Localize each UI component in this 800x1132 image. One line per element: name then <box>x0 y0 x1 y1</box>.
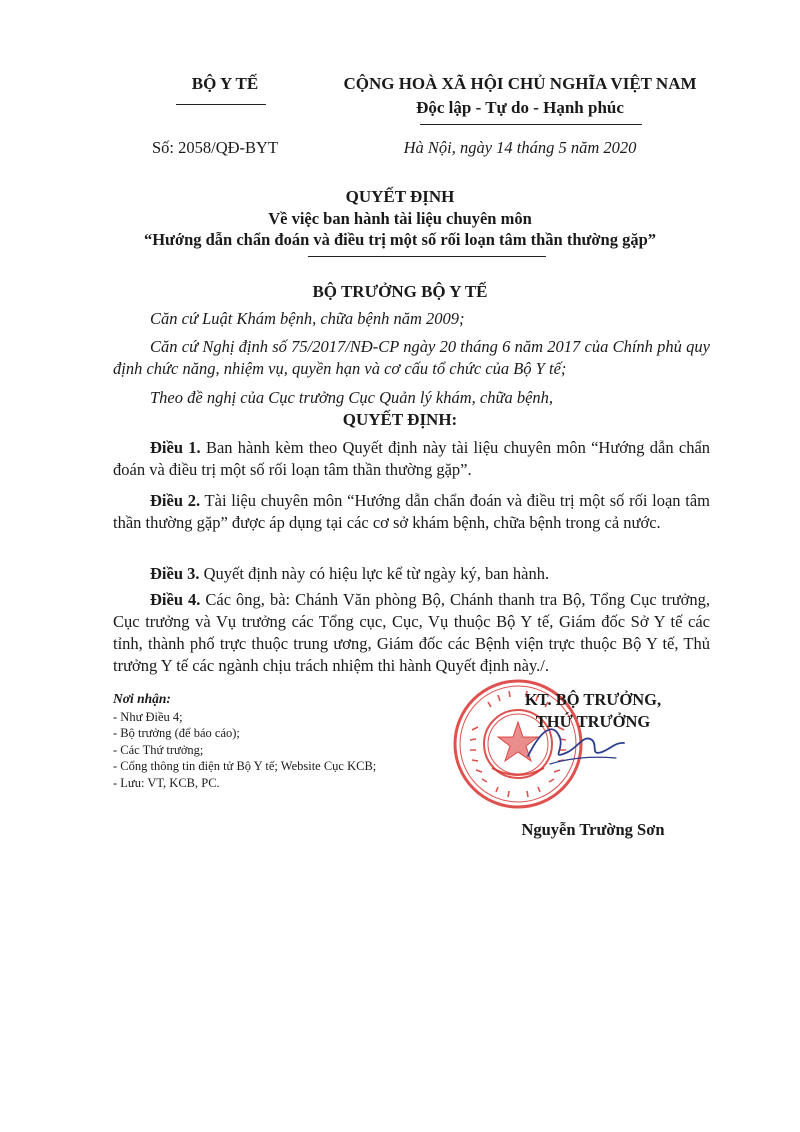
republic-title: CỘNG HOÀ XÃ HỘI CHỦ NGHĨA VIỆT NAM <box>343 74 697 93</box>
document-type: QUYẾT ĐỊNH <box>345 187 455 206</box>
legal-basis-2: Căn cứ Nghị định số 75/2017/NĐ-CP ngày 20 tháng 6 năm 2017 của Chính phủ quy định chức năng, nhiệm vụ, quyền hạn và cơ cấu tổ chức của Bộ Y tế; <box>113 337 710 378</box>
article-4 <box>113 589 710 677</box>
article-text: Quyết định này có hiệu lực kể từ ngày ký, ban hành. <box>203 564 550 583</box>
place-and-date: Hà Nội, ngày 14 tháng 5 năm 2020 <box>403 138 637 157</box>
recipient-item: - Các Thứ trưởng; <box>113 742 204 757</box>
article-label: Điều 2. <box>150 491 201 510</box>
recipients-block <box>113 691 453 791</box>
recipient-item: - Lưu: VT, KCB, PC. <box>113 775 220 790</box>
recipient-item: - Bộ trưởng (để báo cáo); <box>113 726 240 740</box>
article-3 <box>113 563 710 585</box>
article-1 <box>113 437 710 481</box>
article-label: Điều 3. <box>150 564 200 583</box>
issuing-authority: BỘ TRƯỞNG BỘ Y TẾ <box>312 282 488 301</box>
subject-line-2: “Hướng dẫn chẩn đoán và điều trị một số rối loạn tâm thần thường gặp” <box>143 230 657 249</box>
signer-name: Nguyễn Trường Sơn <box>521 820 665 839</box>
recipients-heading: Nơi nhận: <box>113 691 171 706</box>
legal-basis-3: Theo đề nghị của Cục trưởng Cục Quản lý khám, chữa bệnh, <box>150 388 554 407</box>
decides-heading: QUYẾT ĐỊNH: <box>342 410 458 429</box>
recipient-item: - Như Điều 4; <box>113 709 183 724</box>
signer-role-line-1: KT. BỘ TRƯỞNG, <box>524 690 662 709</box>
signer-role-line-2: THỨ TRƯỞNG <box>535 712 651 731</box>
article-text: Các ông, bà: Chánh Văn phòng Bộ, Chánh thanh tra Bộ, Tổng Cục trưởng, Cục trưởng và Vụ trưởng các Tổng cục, Cục, Vụ thuộc Bộ Y tế, Giám đốc Sở Y tế các tỉnh, thành phố trực thuộc trung ương, Giám đốc các Bệnh viện trực thuộc Bộ Y tế, Thủ trưởng Y tế các ngành chịu trách nhiệm thi hành Quyết định này./. <box>113 590 711 675</box>
article-text: Ban hành kèm theo Quyết định này tài liệu chuyên môn “Hướng dẫn chẩn đoán và điều trị một số rối loạn tâm thần thường gặp”. <box>113 438 711 479</box>
subject-line-1: Về việc ban hành tài liệu chuyên môn <box>268 209 532 228</box>
recipient-item: - Cổng thông tin điện tử Bộ Y tế; Website Cục KCB; <box>113 759 377 773</box>
national-motto: Độc lập - Tự do - Hạnh phúc <box>416 98 624 117</box>
ministry-underline <box>176 104 266 105</box>
motto-underline <box>420 124 642 125</box>
article-label: Điều 1. <box>150 438 201 457</box>
recipients-list <box>113 709 453 792</box>
subject-underline <box>308 256 546 257</box>
ministry-name: BỘ Y TẾ <box>191 74 259 93</box>
article-2 <box>113 490 710 534</box>
document-number: Số: 2058/QĐ-BYT <box>152 138 279 157</box>
article-label: Điều 4. <box>150 590 201 609</box>
legal-basis-1: Căn cứ Luật Khám bệnh, chữa bệnh năm 2009; <box>150 309 465 328</box>
article-text: Tài liệu chuyên môn “Hướng dẫn chẩn đoán và điều trị một số rối loạn tâm thần thường gặp” được áp dụng tại các cơ sở khám bệnh, chữa bệnh trong cả nước. <box>113 491 711 532</box>
